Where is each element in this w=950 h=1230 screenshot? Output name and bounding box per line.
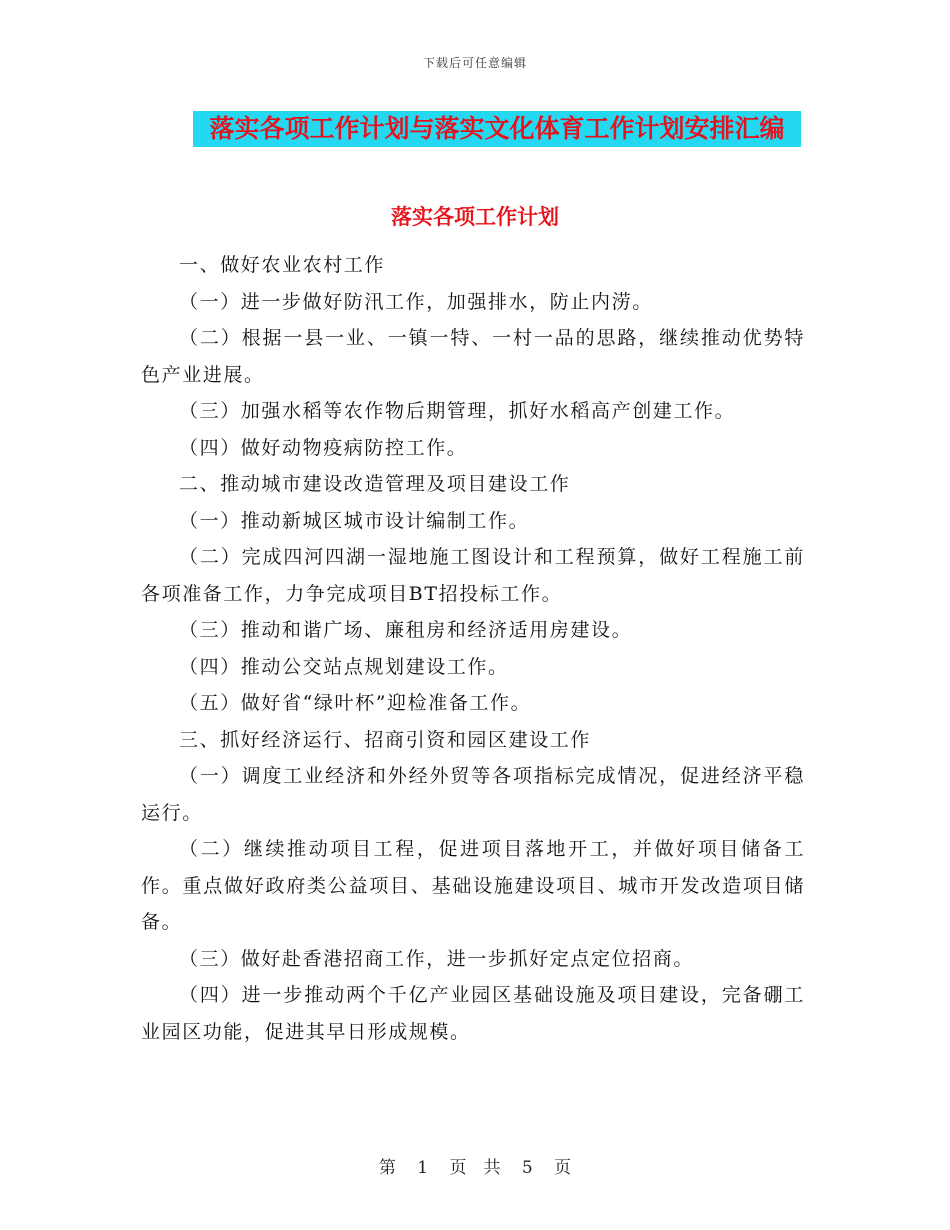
header-note: 下载后可任意编辑 <box>422 56 527 70</box>
paragraph: （三）推动和谐广场、廉租房和经济适用房建设。 <box>179 619 633 641</box>
document-title: 落实各项工作计划与落实文化体育工作计划安排汇编 <box>193 111 801 147</box>
paragraph: （二）继续推动项目工程，促进项目落地开工，并做好项目储备工作。重点做好政府类公益项目、基础设施建设项目、城市开发改造项目储备。 <box>141 838 805 933</box>
paragraph: （一）推动新城区城市设计编制工作。 <box>179 509 530 532</box>
section-title: 落实各项工作计划 <box>391 205 559 229</box>
paragraph: （五）做好省“绿叶杯”迎检准备工作。 <box>179 692 532 714</box>
paragraph: 一、做好农业农村工作 <box>179 254 386 276</box>
paragraph: （二）根据一县一业、一镇一特、一村一品的思路，继续推动优势特色产业进展。 <box>141 327 805 386</box>
total-pages: 5 <box>521 1158 533 1178</box>
paragraph: （三）加强水稻等农作物后期管理，抓好水稻高产创建工作。 <box>179 400 736 422</box>
paragraph: （四）做好动物疫病防控工作。 <box>179 436 468 459</box>
paragraph: （一）调度工业经济和外经外贸等各项指标完成情况，促进经济平稳运行。 <box>141 765 805 824</box>
page-mid: 页 共 <box>449 1158 501 1178</box>
paragraph: （二）完成四河四湖一湿地施工图设计和工程预算，做好工程施工前各项准备工作，力争完成项目BT招投标工作。 <box>141 546 805 605</box>
paragraph: （一）进一步做好防汛工作，加强排水，防止内涝。 <box>179 290 653 313</box>
page-footer <box>0 1153 950 1178</box>
page-prefix: 第 <box>378 1158 396 1178</box>
page-suffix: 页 <box>554 1158 572 1178</box>
paragraph: 三、抓好经济运行、招商引资和园区建设工作 <box>179 728 592 751</box>
paragraph: （四）推动公交站点规划建设工作。 <box>179 655 509 678</box>
document-body <box>141 247 805 1050</box>
paragraph: 二、推动城市建设改造管理及项目建设工作 <box>179 473 571 495</box>
page-number: 1 <box>417 1158 429 1178</box>
paragraph: （三）做好赴香港招商工作，进一步抓好定点定位招商。 <box>179 947 695 970</box>
paragraph: （四）进一步推动两个千亿产业园区基础设施及项目建设，完备硼工业园区功能，促进其早日形成规模。 <box>141 984 805 1043</box>
